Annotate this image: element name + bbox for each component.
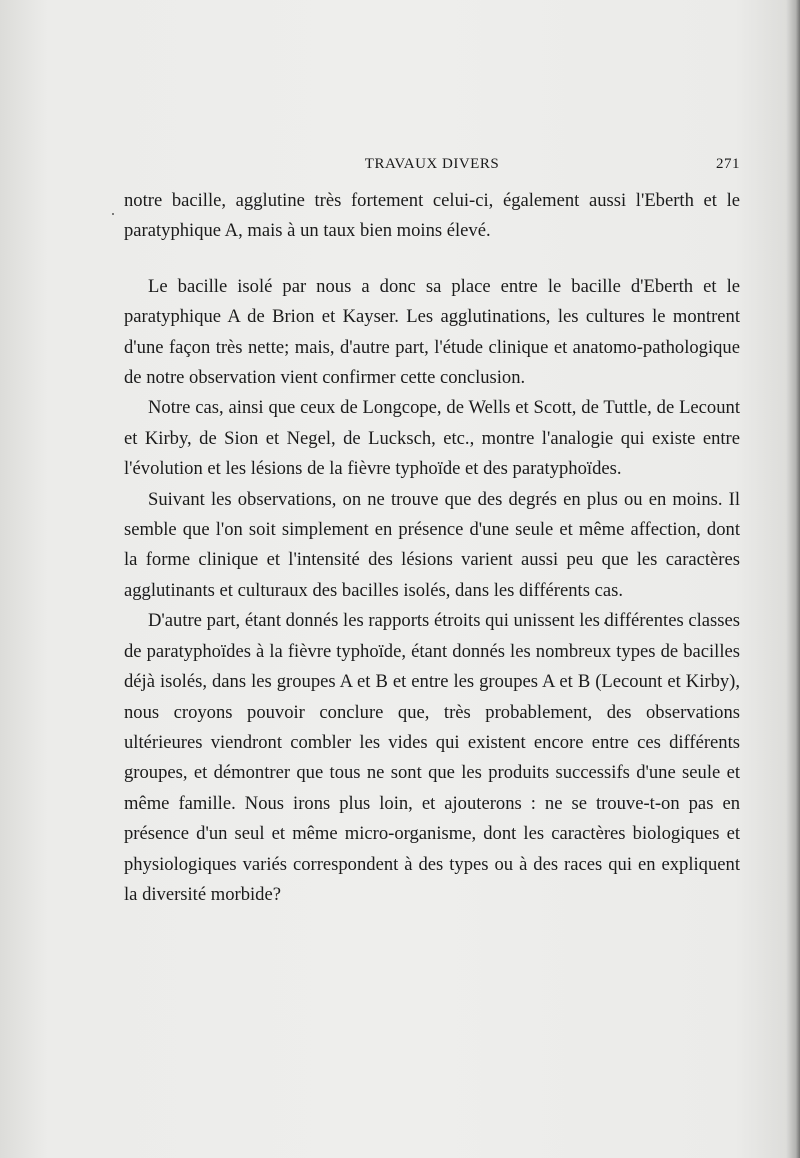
page-edge-shadow bbox=[786, 0, 800, 1158]
running-head bbox=[124, 156, 740, 176]
paragraph: D'autre part, étant donnés les rapports étroits qui unissent les différentes classes de paratyphoïdes à la fièvre typhoïde, étant donnés les nombreux types de bacilles déjà isolés, dans les groupes A et B et entre les groupes A et B (Lecount et Kirby), nous croyons pouvoir conclure que, très probablement, des observations ultérieures viendront combler les vides qui existent encore entre ces différents groupes, et démontrer que tous ne sont que les produits successifs d'une seule et même famille. Nous irons plus loin, et ajouterons : ne se trouve-t-on pas en présence d'un seul et même micro-organisme, dont les caractères biologiques et physiologiques variés correspondent à des types ou à des races qui en expliquent la diversité morbide? bbox=[124, 610, 740, 905]
paragraph-continuation: notre bacille, agglutine très fortement celui-ci, également aussi l'Eberth et le paratyphique A, mais à un taux bien moins élevé. bbox=[124, 190, 740, 242]
body-text bbox=[124, 186, 740, 910]
paragraph: Suivant les observations, on ne trouve que des degrés en plus ou en moins. Il semble que l'on soit simplement en présence d'une seule et même affection, dont la forme clinique et l'intensité des lésions varient aussi peu que les caractères agglutinants et culturaux des bacilles isolés, dans les différents cas. bbox=[124, 488, 740, 601]
running-title: TRAVAUX DIVERS bbox=[364, 156, 500, 172]
ink-speck bbox=[112, 213, 114, 215]
paragraph: Notre cas, ainsi que ceux de Longcope, de Wells et Scott, de Tuttle, de Lecount et Kirby, de Sion et Negel, de Lucksch, etc., montre l'analogie qui existe entre l'évolution et les lésions de la fièvre typhoïde et des paratyphoïdes. bbox=[124, 397, 740, 480]
page-number: 271 bbox=[716, 156, 740, 172]
paragraph: Le bacille isolé par nous a donc sa place entre le bacille d'Eberth et le paratyphique A de Brion et Kayser. Les agglutinations, les cultures le montrent d'une façon très nette; mais, d'autre part, l'étude clinique et anatomo-pathologique de notre observation vient confirmer cette conclusion. bbox=[124, 275, 740, 389]
